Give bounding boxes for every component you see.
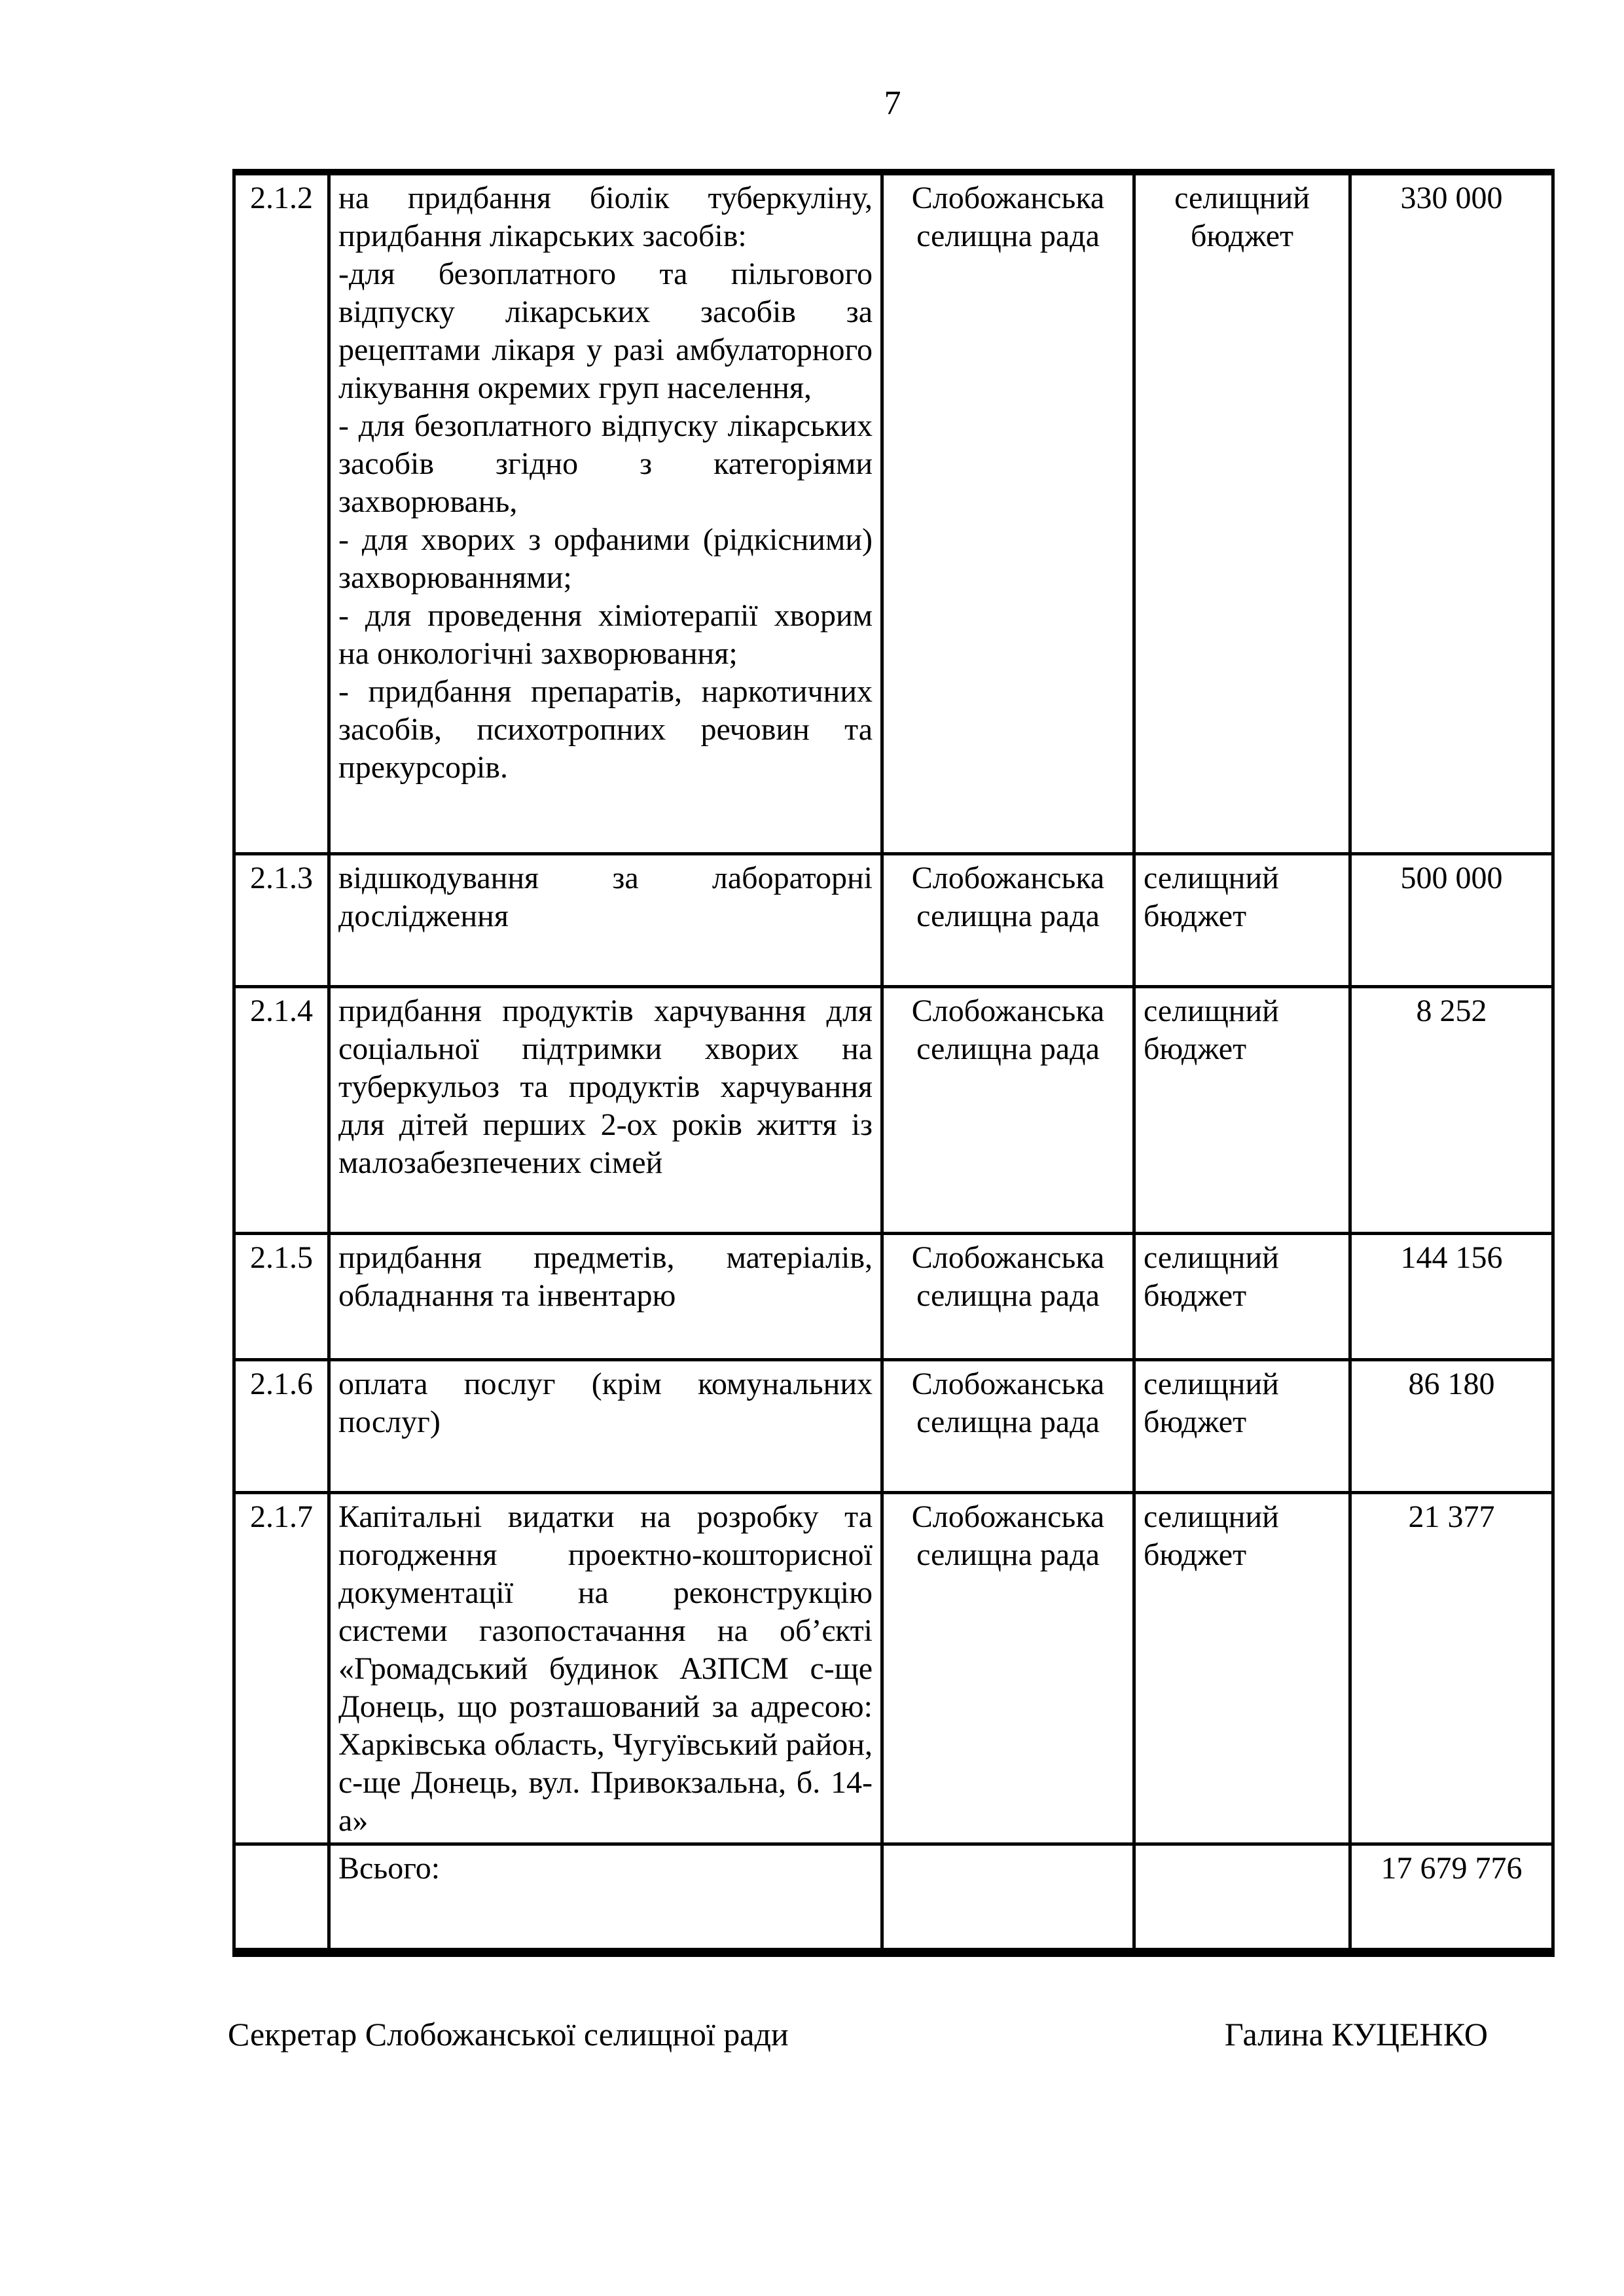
- description-paragraph: на придбання біолік туберкуліну, придбання лікарських засобів:: [338, 181, 873, 253]
- executor-cell: Слобожанська селищна рада: [882, 1234, 1134, 1360]
- funding-cell: [1134, 1844, 1350, 1953]
- amount-cell: 144 156: [1350, 1234, 1553, 1360]
- executor-cell: [882, 1844, 1134, 1953]
- description-paragraph: - придбання препаратів, наркотичних засобів, психотропних речовин та прекурсорів.: [338, 674, 873, 785]
- amount-cell: 500 000: [1350, 854, 1553, 987]
- funding-cell: селищний бюджет: [1134, 172, 1350, 854]
- description-paragraph: відшкодування за лабораторні дослідження: [338, 861, 873, 933]
- signature-title: Секретар Слобожанської селищної ради: [228, 2016, 789, 2053]
- description-paragraph: Капітальні видатки на розробку та погодження проектно-кошторисної документації на реконструкцію системи газопостачання на об’єкті «Громадський будинок АЗПСМ с-ще Донець, що розташований за адресою: Харківська область, Чугуївський район, с-ще Донець, вул. Привокзальна, б. 14-а»: [338, 1499, 873, 1838]
- table-row: [234, 1234, 1553, 1360]
- amount-cell: 86 180: [1350, 1360, 1553, 1493]
- signature-line: [228, 2015, 1488, 2054]
- funding-cell: селищний бюджет: [1134, 1360, 1350, 1493]
- funding-cell: селищний бюджет: [1134, 1234, 1350, 1360]
- description-paragraph: придбання продуктів харчування для соціальної підтримки хворих на туберкульоз та продуктів харчування для дітей перших 2-ох років життя із малозабезпечених сімей: [338, 994, 873, 1180]
- table-row: [234, 987, 1553, 1234]
- table-row: [234, 172, 1553, 854]
- row-number-cell: [234, 1844, 329, 1953]
- executor-cell: Слобожанська селищна рада: [882, 1493, 1134, 1844]
- total-row: [234, 1844, 1553, 1953]
- description-paragraph: - для проведення хіміотерапії хворим на онкологічні захворювання;: [338, 598, 873, 671]
- description-paragraph: - для безоплатного відпуску лікарських засобів згідно з категоріями захворювань,: [338, 408, 873, 519]
- funding-cell: селищний бюджет: [1134, 854, 1350, 987]
- description-paragraph: придбання предметів, матеріалів, обладнання та інвентарю: [338, 1240, 873, 1313]
- row-number-cell: 2.1.3: [234, 854, 329, 987]
- description-paragraph: -для безоплатного та пільгового відпуску лікарських засобів за рецептами лікаря у разі амбулаторного лікування окремих груп населення,: [338, 257, 873, 405]
- row-number-cell: 2.1.6: [234, 1360, 329, 1493]
- executor-cell: Слобожанська селищна рада: [882, 854, 1134, 987]
- description-cell: [329, 1360, 882, 1493]
- table-body: [234, 172, 1553, 1952]
- description-cell: [329, 854, 882, 987]
- description-cell: [329, 1234, 882, 1360]
- total-amount-cell: 17 679 776: [1350, 1844, 1553, 1953]
- budget-table: [232, 169, 1555, 1957]
- funding-cell: селищний бюджет: [1134, 987, 1350, 1234]
- row-number-cell: 2.1.4: [234, 987, 329, 1234]
- table-row: [234, 1360, 1553, 1493]
- description-cell: [329, 172, 882, 854]
- total-label-cell: Всього:: [329, 1844, 882, 1953]
- executor-cell: Слобожанська селищна рада: [882, 1360, 1134, 1493]
- signature-name: Галина КУЦЕНКО: [1224, 2016, 1488, 2053]
- executor-cell: Слобожанська селищна рада: [882, 172, 1134, 854]
- page-number: 7: [884, 84, 901, 122]
- table-row: [234, 1493, 1553, 1844]
- funding-cell: селищний бюджет: [1134, 1493, 1350, 1844]
- row-number-cell: 2.1.2: [234, 172, 329, 854]
- description-cell: [329, 1493, 882, 1844]
- description-paragraph: оплата послуг (крім комунальних послуг): [338, 1367, 873, 1439]
- row-number-cell: 2.1.5: [234, 1234, 329, 1360]
- amount-cell: 330 000: [1350, 172, 1553, 854]
- description-paragraph: - для хворих з орфаними (рідкісними) захворюваннями;: [338, 522, 873, 595]
- amount-cell: 21 377: [1350, 1493, 1553, 1844]
- amount-cell: 8 252: [1350, 987, 1553, 1234]
- table-row: [234, 854, 1553, 987]
- description-cell: [329, 987, 882, 1234]
- row-number-cell: 2.1.7: [234, 1493, 329, 1844]
- executor-cell: Слобожанська селищна рада: [882, 987, 1134, 1234]
